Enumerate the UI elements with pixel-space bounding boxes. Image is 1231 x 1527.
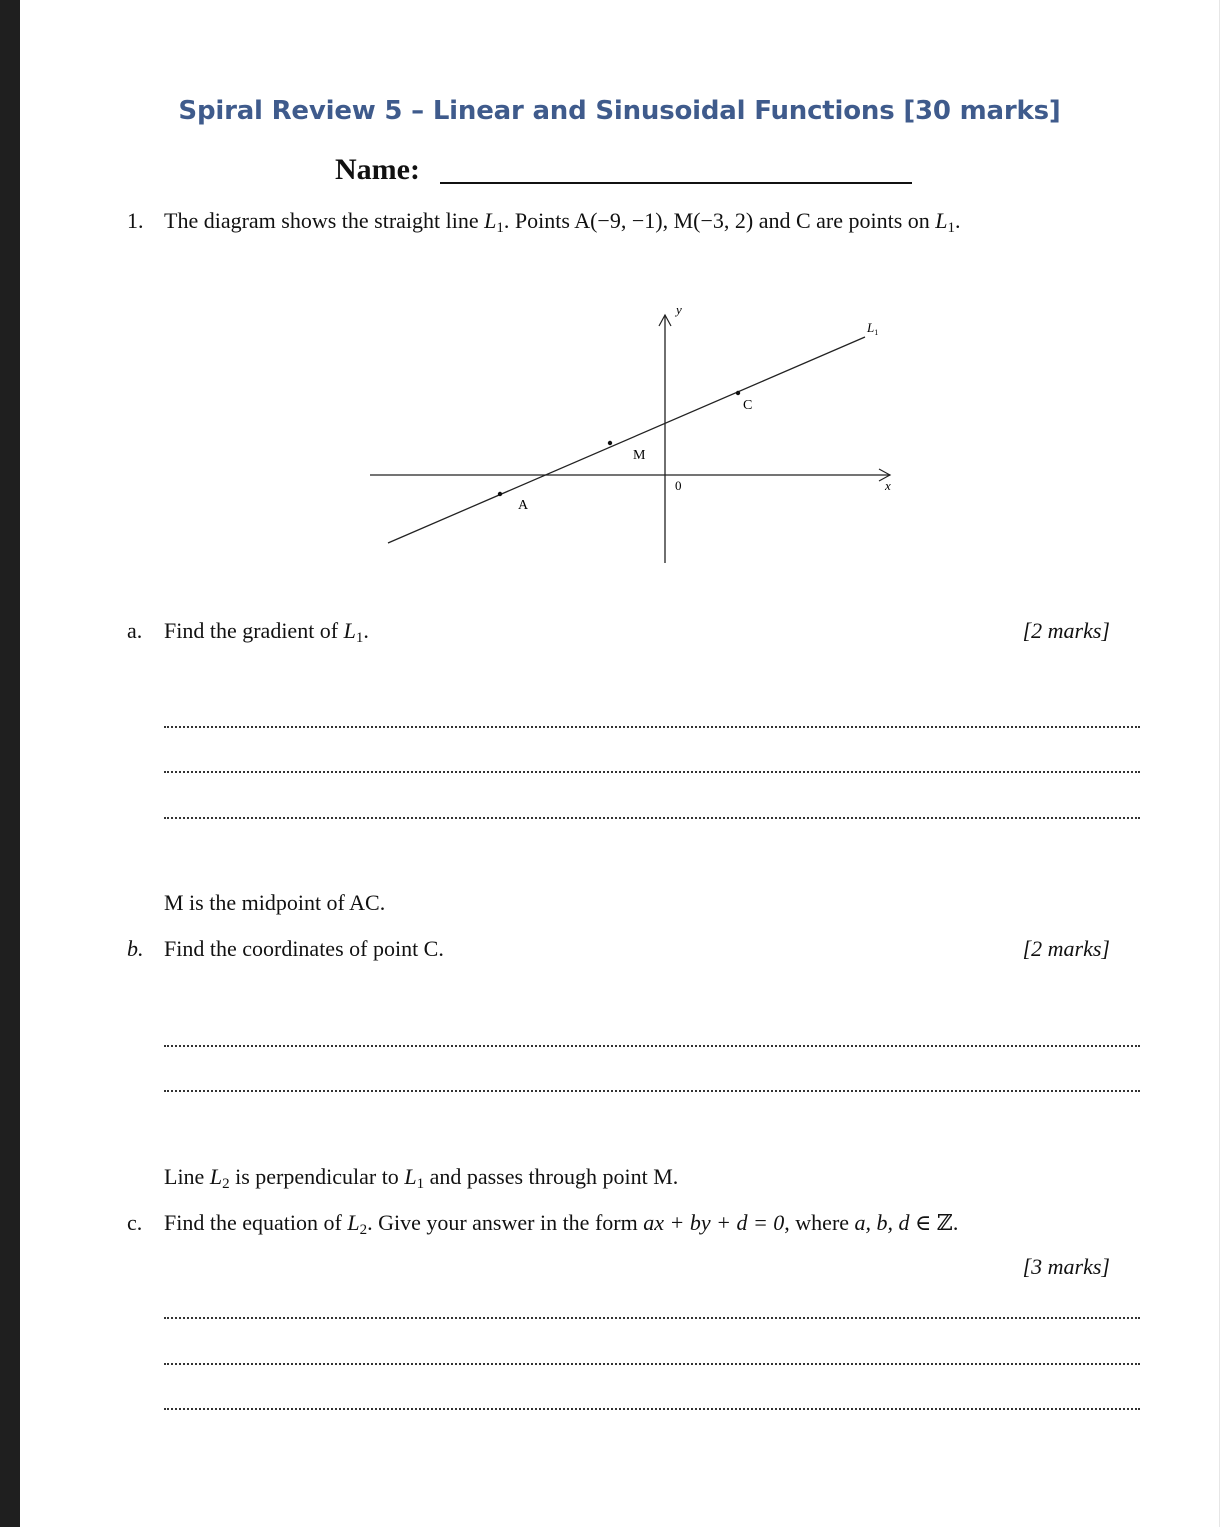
point-m-label: M [633,448,646,463]
part-b-marks: [2 marks] [1022,936,1110,961]
answer-line[interactable] [164,1090,1140,1092]
line-diagram [360,295,900,570]
part-c-marks: [3 marks] [1022,1254,1110,1279]
answer-line[interactable] [164,817,1140,819]
x-axis-label: x [885,478,891,493]
part-c-letter: c. [127,1210,143,1235]
part-b-text: Find the coordinates of point C. [164,936,444,961]
name-field-line[interactable] [440,182,912,184]
midpoint-note: M is the midpoint of AC. [164,890,386,915]
answer-line[interactable] [164,1408,1140,1410]
question1-text: The diagram shows the straight line $L_1$. Points A(−9, −1), M(−3, 2) and C are points on $L_1$. [164,208,961,236]
question-number: 1. [127,208,144,233]
part-b-letter: b. [127,936,144,961]
answer-line[interactable] [164,1363,1140,1365]
part-a-marks: [2 marks] [1022,618,1110,643]
point-a-marker [498,492,502,496]
worksheet-page [20,0,1219,1527]
line2-note: Line $L_2$ is perpendicular to $L_1$ and passes through point M. [164,1164,679,1192]
page-title: Spiral Review 5 – Linear and Sinusoidal Functions [30 marks] [178,96,1061,126]
line-l1 [388,337,865,543]
answer-line[interactable] [164,726,1140,728]
point-c-label: C [743,398,753,413]
origin-label: 0 [675,478,682,493]
line-l1-label: $L_1$ [867,320,879,337]
part-a-letter: a. [127,618,143,643]
page-edge [1219,0,1231,1527]
y-axis-label: y [676,302,682,317]
point-m-marker [608,441,612,445]
answer-line[interactable] [164,771,1140,773]
point-a-label: A [518,498,529,513]
part-c-text: Find the equation of $L_2$. Give your answer in the form ax + by + d = 0, where a, b, d ∈ ℤ. [164,1210,959,1238]
part-a-text: Find the gradient of $L_1$. [164,618,369,646]
answer-line[interactable] [164,1317,1140,1319]
answer-line[interactable] [164,1045,1140,1047]
point-c-marker [736,391,740,395]
name-label: Name: [335,153,420,186]
